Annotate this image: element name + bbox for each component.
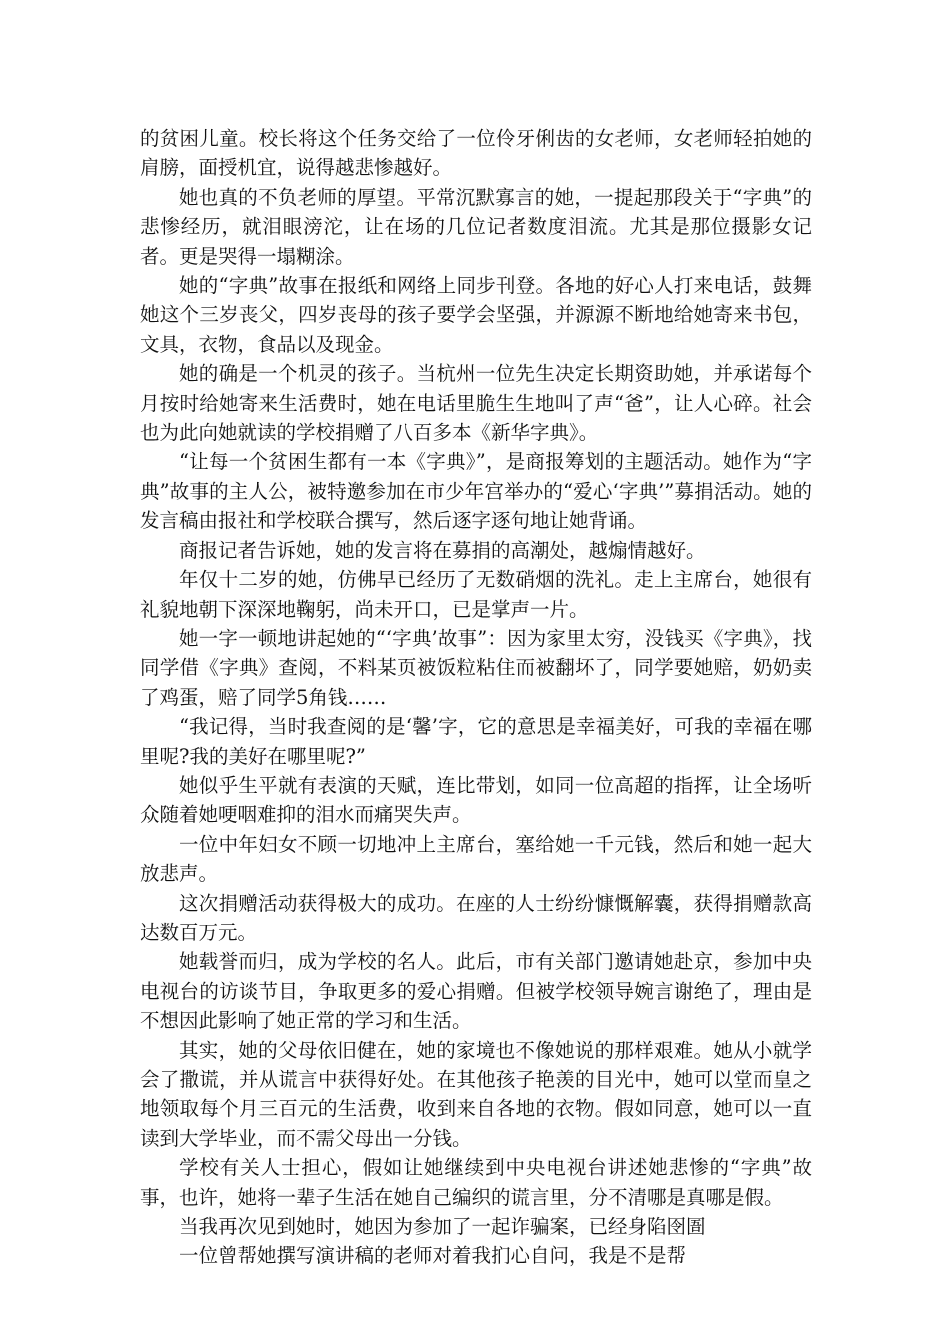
paragraph-9: “我记得，当时我查阅的是‘馨’字，它的意思是幸福美好，可我的幸福在哪里呢?我的美好在哪里呢?” [140,715,812,768]
paragraph-13: 她载誉而归，成为学校的名人。此后，市有关部门邀请她赴京，参加中央电视台的访谈节目，争取更多的爱心捐赠。但被学校领导婉言谢绝了，理由是不想因此影响了她正常的学习和生活。 [140,950,812,1033]
paragraph-11: 一位中年妇女不顾一切地冲上主席台，塞给她一千元钱，然后和她一起大放悲声。 [140,832,812,886]
paragraph-3: 她的“字典”故事在报纸和网络上同步刊登。各地的好心人打来电话，鼓舞她这个三岁丧父，四岁丧母的孩子要学会坚强，并源源不断地给她寄来书包，文具，衣物，食品以及现金。 [140,274,812,356]
paragraph-14: 其实，她的父母依旧健在，她的家境也不像她说的那样艰难。她从小就学会了撒谎，并从谎言中获得好处。在其他孩子艳羡的目光中，她可以堂而皇之地领取每个月三百元的生活费，收到来自各地的衣物。假如同意，她可以一直读到大学毕业，而不需父母出一分钱。 [140,1038,812,1150]
paragraph-15: 学校有关人士担心，假如让她继续到中央电视台讲述她悲惨的“字典”故事，也许，她将一辈子生活在她自己编织的谎言里，分不清哪是真哪是假。 [140,1156,812,1209]
paragraph-8: 她一字一顿地讲起她的“‘字典’故事”：因为家里太穷，没钱买《字典》，找同学借《字典》查阅，不料某页被饭粒粘住而被翻坏了，同学要她赔，奶奶卖了鸡蛋，赔了同学5角钱…… [140,626,812,709]
document-page [140,124,812,1271]
paragraph-10: 她似乎生平就有表演的天赋，连比带划，如同一位高超的指挥，让全场听众随着她哽咽难抑的泪水而痛哭失声。 [140,773,812,827]
paragraph-2: 她也真的不负老师的厚望。平常沉默寡言的她，一提起那段关于“字典”的悲惨经历，就泪眼滂沱，让在场的几位记者数度泪流。尤其是那位摄影女记者。更是哭得一塌糊涂。 [140,185,812,268]
paragraph-17: 一位曾帮她撰写演讲稿的老师对着我扪心自问，我是不是帮 [179,1244,687,1268]
paragraph-4: 她的确是一个机灵的孩子。当杭州一位先生决定长期资助她，并承诺每个月按时给她寄来生活费时，她在电话里脆生生地叫了声“爸”，让人心碎。社会也为此向她就读的学校捐赠了八百多本《新华字典》。 [140,362,812,445]
paragraph-12: 这次捐赠活动获得极大的成功。在座的人士纷纷慷慨解囊，获得捐赠款高达数百万元。 [140,891,812,944]
paragraph-7: 年仅十二岁的她，仿佛早已经历了无数硝烟的洗礼。走上主席台，她很有礼貌地朝下深深地鞠躬，尚未开口，已是掌声一片。 [140,568,812,621]
paragraph-6: 商报记者告诉她，她的发言将在募捐的高潮处，越煽情越好。 [179,538,706,562]
paragraph-16: 当我再次见到她时，她因为参加了一起诈骗案，已经身陷囹圄 [179,1215,706,1239]
paragraph-1: 的贫困儿童。校长将这个任务交给了一位伶牙俐齿的女老师，女老师轻拍她的肩膀，面授机宜，说得越悲惨越好。 [140,127,812,180]
paragraph-5: “让每一个贫困生都有一本《字典》”，是商报筹划的主题活动。她作为“字典”故事的主人公，被特邀参加在市少年宫举办的“爱心‘字典’”募捐活动。她的发言稿由报社和学校联合撰写，然后逐字逐句地让她背诵。 [140,450,812,533]
